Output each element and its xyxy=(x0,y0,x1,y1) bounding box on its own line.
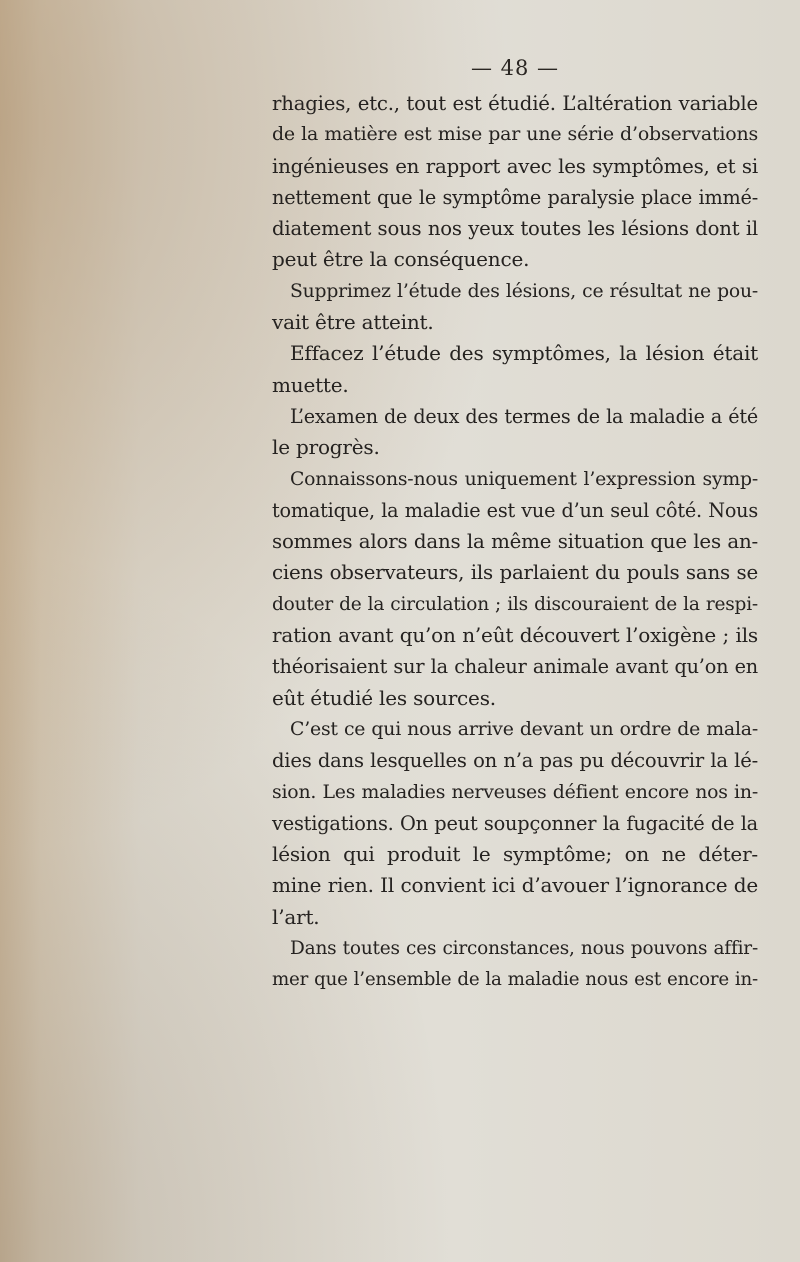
text-line: peut être la conséquence. xyxy=(272,247,530,272)
text-line: ciens observateurs, ils parlaient du pouls sans se xyxy=(272,561,758,585)
text-line: mine rien. Il convient ici d’avouer l’ignorance de xyxy=(272,873,758,898)
text-line: Dans toutes ces circonstances, nous pouvons affir- xyxy=(290,938,758,960)
text-line: L’examen de deux des termes de la maladie a été xyxy=(290,404,758,428)
text-line: ration avant qu’on n’eût découvert l’oxigène ; ils xyxy=(272,623,758,648)
text-line: vait être atteint. xyxy=(272,310,434,335)
text-line: vestigations. On peut soupçonner la fugacité de la xyxy=(272,811,758,835)
text-line: dies dans lesquelles on n’a pas pu découvrir la lé- xyxy=(272,749,758,773)
text-line: rhagies, etc., tout est étudié. L’altération variable xyxy=(272,92,758,115)
text-line: Connaissons-nous uniquement l’expression symp- xyxy=(290,468,758,490)
body-text xyxy=(272,88,758,996)
text-line: eût étudié les sources. xyxy=(272,685,496,710)
text-line: Effacez l’étude des symptômes, la lésion était xyxy=(290,341,758,366)
text-line: le progrès. xyxy=(272,435,380,460)
text-line: douter de la circulation ; ils discouraient de la respi- xyxy=(272,593,758,615)
text-line: C’est ce qui nous arrive devant un ordre de mala- xyxy=(290,718,758,740)
text-line: diatement sous nos yeux toutes les lésions dont il xyxy=(272,217,758,241)
text-line: tomatique, la maladie est vue d’un seul côté. Nous xyxy=(272,498,758,522)
text-line: théorisaient sur la chaleur animale avant qu’on en xyxy=(272,655,758,679)
text-line: sion. Les maladies nerveuses défient encore nos in- xyxy=(272,780,758,803)
text-line: de la matière est mise par une série d’observations xyxy=(272,123,758,146)
text-line: nettement que le symptôme paralysie place immé- xyxy=(272,185,758,209)
page-number: — 48 — xyxy=(470,56,560,80)
text-line: mer que l’ensemble de la maladie nous est encore in- xyxy=(272,969,758,991)
text-line: lésion qui produit le symptôme; on ne déter- xyxy=(272,842,758,867)
text-line: Supprimez l’étude des lésions, ce résultat ne pou- xyxy=(290,280,758,302)
text-line: muette. xyxy=(272,372,349,397)
text-line: ingénieuses en rapport avec les symptômes, et si xyxy=(272,154,758,178)
text-line: l’art. xyxy=(272,904,320,929)
text-line: sommes alors dans la même situation que les an- xyxy=(272,530,758,554)
